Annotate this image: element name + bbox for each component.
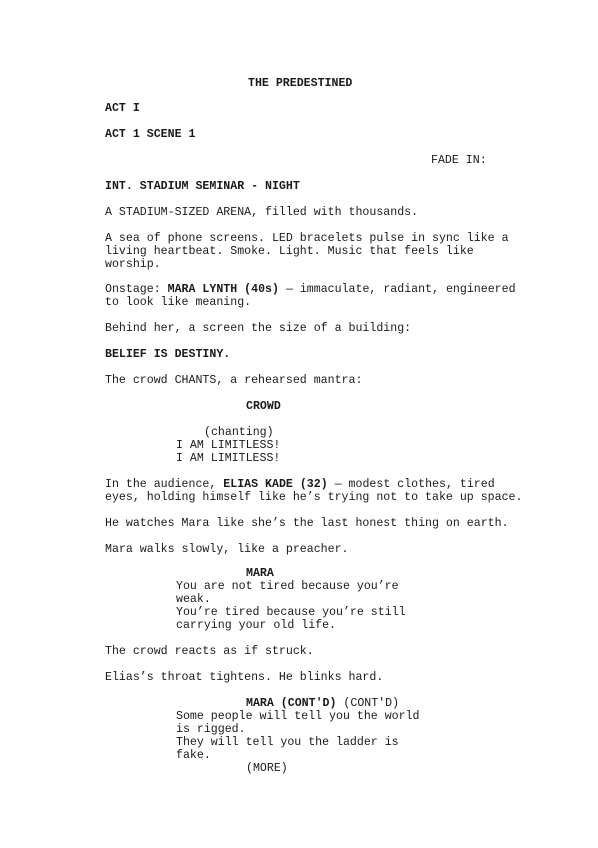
dialogue-line: I AM LIMITLESS! bbox=[176, 439, 281, 452]
more-marker: (MORE) bbox=[246, 762, 288, 775]
action-line bbox=[105, 478, 495, 491]
dialogue-line: You are not tired because you’re bbox=[176, 580, 399, 593]
dialogue-line: carrying your old life. bbox=[176, 619, 337, 632]
dialogue-line: They will tell you the ladder is bbox=[176, 736, 399, 749]
action-line: eyes, holding himself like he’s trying not to take up space. bbox=[105, 491, 523, 504]
dialogue-line: I AM LIMITLESS! bbox=[176, 452, 281, 465]
character-name: MARA (CONT'D) bbox=[246, 697, 337, 710]
scene-heading: ACT 1 SCENE 1 bbox=[105, 128, 196, 141]
script-title: THE PREDESTINED bbox=[248, 77, 353, 90]
act-heading: ACT I bbox=[105, 102, 140, 115]
dialogue-line: fake. bbox=[176, 749, 211, 762]
action-line: living heartbeat. Smoke. Light. Music that feels like bbox=[105, 245, 474, 258]
action-line: Mara walks slowly, like a preacher. bbox=[105, 543, 349, 556]
action-line: The crowd CHANTS, a rehearsed mantra: bbox=[105, 374, 363, 387]
action-line: Behind her, a screen the size of a building: bbox=[105, 322, 412, 335]
action-line: A STADIUM-SIZED ARENA, filled with thousands. bbox=[105, 206, 419, 219]
character-intro-mara: MARA LYNTH (40s) bbox=[167, 283, 279, 296]
action-text: — immaculate, radiant, engineered bbox=[285, 283, 516, 296]
action-line: The crowd reacts as if struck. bbox=[105, 645, 314, 658]
slugline: INT. STADIUM SEMINAR - NIGHT bbox=[105, 180, 300, 193]
character-cue: MARA bbox=[246, 567, 274, 580]
action-line: Elias’s throat tightens. He blinks hard. bbox=[105, 671, 384, 684]
action-line: to look like meaning. bbox=[105, 296, 252, 309]
character-extension: (CONT'D) bbox=[343, 697, 400, 710]
dialogue-line: You’re tired because you’re still bbox=[176, 606, 406, 619]
dialogue-line: Some people will tell you the world bbox=[176, 710, 420, 723]
action-line bbox=[105, 283, 516, 296]
dialogue-line: weak. bbox=[176, 593, 211, 606]
screen-text: BELIEF IS DESTINY. bbox=[105, 348, 231, 361]
character-cue: CROWD bbox=[246, 400, 281, 413]
transition: FADE IN: bbox=[431, 154, 487, 167]
character-intro-elias: ELIAS KADE (32) bbox=[223, 478, 328, 491]
action-line: worship. bbox=[105, 258, 161, 271]
action-line: He watches Mara like she’s the last honest thing on earth. bbox=[105, 517, 509, 530]
action-text: In the audience, bbox=[105, 478, 217, 491]
action-text: Onstage: bbox=[105, 283, 161, 296]
action-line: A sea of phone screens. LED bracelets pulse in sync like a bbox=[105, 232, 509, 245]
dialogue-line: is rigged. bbox=[176, 723, 246, 736]
character-cue bbox=[246, 697, 399, 710]
action-text: — modest clothes, tired bbox=[334, 478, 495, 491]
parenthetical: (chanting) bbox=[204, 426, 274, 439]
